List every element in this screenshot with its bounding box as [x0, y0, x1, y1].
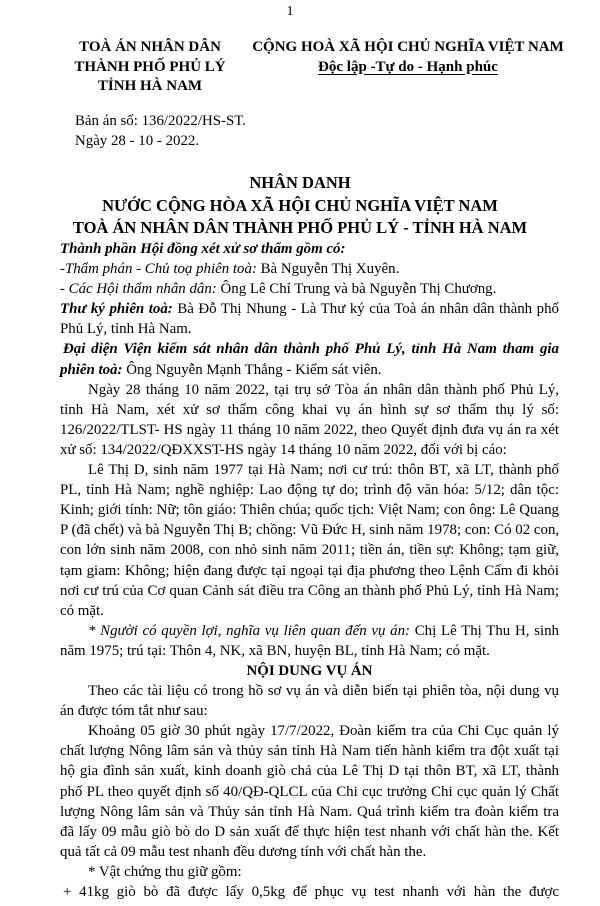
defendant-line: con lớn sinh năm 2008, con nhỏ sinh năm 2011; tiền án, tiền sự: Không; tạm giữ, [60, 542, 559, 559]
court-name-line: TỈNH HÀ NAM [97, 78, 203, 94]
inspection-line: phố PL theo quyết định số 40/QĐ-QLCL của Chi cục trưởng Chi cục quản lý Chất [60, 783, 559, 800]
jurors-label: - Các Hội thẩm nhân dân: [60, 281, 217, 298]
evidence-heading: * Vật chứng thu giữ gồm: [88, 863, 242, 880]
hearing-line: Ngày 28 tháng 10 năm 2022, tại trụ sở Tòa án nhân dân thành phố Phủ Lý, [88, 381, 559, 398]
jurors-line [60, 279, 559, 299]
presiding-judge-line [60, 259, 559, 279]
hearing-line: 126/2022/TLST- HS ngày 11 tháng 10 năm 2022, theo Quyết định đưa vụ án ra xét [60, 421, 559, 438]
title-republic: NƯỚC CỘNG HÒA XÃ HỘI CHỦ NGHĨA VIỆT NAM [102, 195, 498, 215]
related-party-line [60, 621, 559, 641]
title-court: TOÀ ÁN NHÂN DÂN THÀNH PHỐ PHỦ LÝ - TỈNH HÀ NAM [72, 218, 528, 237]
court-name-line: THÀNH PHỐ PHỦ LÝ [74, 58, 226, 75]
procuracy-heading: Đại diện Viện kiểm sát nhân dân thành phố Phủ Lý, tỉnh Hà Nam tham gia [63, 341, 559, 358]
inspection-line: hộ gia đình sản xuất, kinh doanh giò chả của Lê Thị D tại thôn BT, xã LT, thành [60, 763, 559, 780]
page-number: 1 [286, 4, 294, 19]
judgment-reference [75, 111, 246, 151]
defendant-line: có mặt. [60, 602, 104, 619]
presiding-judge-label: -Thẩm phán - Chủ toạ phiên toà: [60, 261, 257, 278]
summary-line: án được tóm tắt như sau: [60, 703, 208, 720]
title-in-the-name-of: NHÂN DANH [249, 173, 351, 192]
case-content-heading: NỘI DUNG VỤ ÁN [246, 662, 373, 679]
clerk-line [60, 299, 559, 319]
summary-line: Theo các tài liệu có trong hồ sơ vụ án và diễn biến tại phiên tòa, nội dung vụ [88, 683, 559, 700]
jurors-names: Ông Lê Chí Trung và bà Nguyễn Thị Chương. [220, 281, 497, 298]
evidence-line: + 41kg giò bò đã được lấy 0,5kg để phục vụ test nhanh với hàn the được [63, 884, 559, 900]
judgment-number: Bản án số: 136/2022/HS-ST. [75, 113, 246, 129]
defendant-line: Kinh; giới tính: Nữ; tôn giáo: Thiên chúa; quốc tịch: Việt Nam; con ông: Lê Quang [60, 502, 559, 519]
hearing-line: xử số: 134/2022/QĐXXST-HS ngày 14 tháng 10 năm 2022, đối với bị cáo: [60, 441, 507, 458]
defendant-line: tạm giam: Không; hiện đang được tại ngoại tại địa phương theo Lệnh Cấm đi khỏi [60, 562, 559, 579]
inspection-line: chất lượng Nông lâm sản và thủy sản tỉnh Hà Nam tiến hành kiểm tra đột xuất tại [60, 743, 559, 760]
presiding-judge-name: Bà Nguyễn Thị Xuyên. [260, 261, 400, 278]
prosecutor-label: phiên toà: [60, 361, 123, 378]
inspection-line: quả tất cả 09 mẫu test nhanh đều dương tính với chất hàn the. [60, 843, 427, 860]
court-name-line: TOÀ ÁN NHÂN DÂN [79, 39, 221, 55]
defendant-line: PL, tỉnh Hà Nam; nghề nghiệp: Lao động tự do; trình độ văn hóa: 5/12; dân tộc: [60, 482, 559, 499]
inspection-line: lượng Nông lâm sản và Thủy sản tỉnh Hà Nam. Quá trình kiểm tra đoàn kiểm tra [60, 803, 559, 820]
national-header [248, 38, 568, 77]
defendant-line: nơi cư trú của Cơ quan Cảnh sát điều tra Công an thành phố Phủ Lý, tỉnh Hà Nam; [60, 582, 559, 599]
inspection-line: đã lấy 09 mẫu giò bò do D sản xuất để thực hiện test nhanh với chất hàn the. Kết [60, 823, 559, 840]
prosecutor-name: Ông Nguyễn Mạnh Thắng - Kiểm sát viên. [126, 361, 382, 378]
related-party-line: năm 1975; trú tại: Thôn 4, NK, xã BN, huyện BL, tỉnh Hà Nam; có mặt. [60, 642, 490, 659]
national-motto: Độc lập -Tự do - Hạnh phúc [318, 58, 498, 75]
document-title [0, 172, 600, 240]
court-header [50, 38, 250, 97]
related-party-text: Chị Lê Thị Thu H, sinh [414, 622, 559, 639]
document-body [60, 239, 559, 902]
clerk-label: Thư ký phiên toà: [60, 301, 173, 318]
panel-heading: Thành phần Hội đồng xét xử sơ thẩm gồm có: [60, 241, 346, 257]
judgment-date: Ngày 28 - 10 - 2022. [75, 133, 200, 149]
clerk-line-continued: Phủ Lý, tỉnh Hà Nam. [60, 321, 192, 338]
clerk-text: Bà Đỗ Thị Nhung - Là Thư ký của Toà án nhân dân thành phố [177, 301, 560, 318]
republic-name: CỘNG HOÀ XÃ HỘI CHỦ NGHĨA VIỆT NAM [252, 39, 564, 55]
related-party-label: * Người có quyền lợi, nghĩa vụ liên quan đến vụ án: [88, 622, 410, 639]
hearing-line: tỉnh Hà Nam, xét xử sơ thẩm công khai vụ án hình sự sơ thẩm thụ lý số: [60, 401, 559, 418]
inspection-line: Khoảng 05 giờ 30 phút ngày 17/7/2022, Đoàn kiểm tra của Chi Cục quản lý [88, 723, 559, 740]
defendant-line: Lê Thị D, sinh năm 1977 tại Hà Nam; nơi cư trú: thôn BT, xã LT, thành phố [88, 462, 559, 479]
prosecutor-line [60, 360, 559, 380]
defendant-line: P (đã chết) và bà Nguyễn Thị B; chồng: Vũ Đức H, sinh năm 1978; con: Có 02 con, [60, 522, 560, 539]
